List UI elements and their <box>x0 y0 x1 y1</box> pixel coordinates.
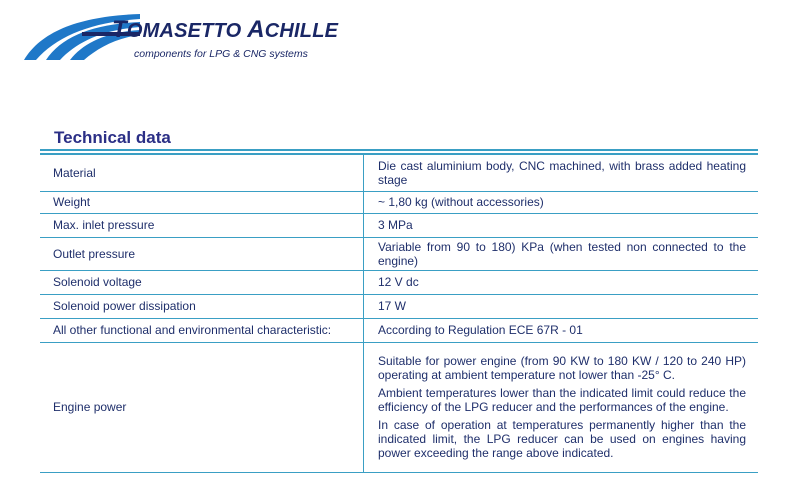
row-value <box>364 294 759 318</box>
row-value <box>364 270 759 294</box>
row-value <box>364 191 759 213</box>
technical-data-table <box>40 155 758 473</box>
row-value-paragraph: Ambient temperatures lower than the indicated limit could reduce the efficiency of the LPG reducer and the performances of the engine. <box>378 386 746 414</box>
row-value <box>364 342 759 472</box>
row-value-paragraph: 3 MPa <box>378 218 413 232</box>
section-title: Technical data <box>54 128 171 147</box>
row-value-paragraph: Die cast aluminium body, CNC machined, with brass added heating stage <box>378 158 746 187</box>
row-label: Solenoid voltage <box>40 270 364 294</box>
row-value <box>364 237 759 270</box>
table-row <box>40 270 758 294</box>
row-value <box>364 155 759 191</box>
table-row <box>40 191 758 213</box>
table-row <box>40 318 758 342</box>
table-row <box>40 213 758 237</box>
row-label: Outlet pressure <box>40 237 364 270</box>
row-label: Material <box>40 155 364 191</box>
title-rule-top <box>40 149 758 151</box>
row-value-paragraph: 12 V dc <box>378 275 419 289</box>
row-value-paragraph: ~ 1,80 kg (without accessories) <box>378 195 544 209</box>
table-row <box>40 342 758 472</box>
row-value-paragraph: Suitable for power engine (from 90 KW to 180 KW / 120 to 240 HP) operating at ambient temperature not lower than -25° C. <box>378 354 746 382</box>
row-label: Weight <box>40 191 364 213</box>
row-value-paragraph: According to Regulation ECE 67R - 01 <box>378 323 583 337</box>
table-row <box>40 155 758 191</box>
row-value-paragraph: Variable from 90 to 180) KPa (when tested non connected to the engine) <box>378 239 746 268</box>
row-value <box>364 213 759 237</box>
row-label: Solenoid power dissipation <box>40 294 364 318</box>
company-name: TOMASETTO ACHILLE <box>112 16 339 43</box>
row-value <box>364 318 759 342</box>
row-label: Max. inlet pressure <box>40 213 364 237</box>
table-row <box>40 237 758 270</box>
row-value-paragraph: In case of operation at temperatures permanently higher than the indicated limit, the LPG reducer can be used on engines having power exceeding the range above indicated. <box>378 418 746 460</box>
table-row <box>40 294 758 318</box>
row-label: All other functional and environmental characteristic: <box>40 318 364 342</box>
row-label: Engine power <box>40 342 364 472</box>
company-tagline: components for LPG & CNG systems <box>134 48 308 60</box>
row-value-paragraph: 17 W <box>378 299 407 313</box>
company-logo <box>22 10 339 64</box>
